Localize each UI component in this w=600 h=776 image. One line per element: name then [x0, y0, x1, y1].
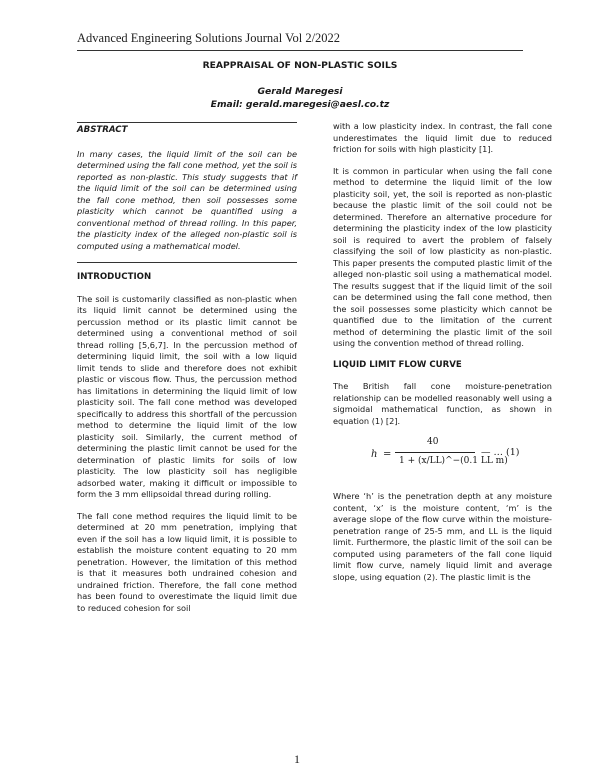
abstract-text: In many cases, the liquid limit of the soil can be determined using the fall cone method, yet the soil is reported as non-plastic. This study suggests that if the liquid limit of the soil can be determined using the fall cone method, then soil possesses some plasticity which cannot be quantified using a conventional method of thread rolling. In this paper, the plasticity index of the alleged non-plastic soil is computed using a mathematical model. — [77, 148, 297, 251]
introduction-paragraph-2-continued: with a low plasticity index. In contrast, the fall cone underestimates the liquid limit due to reduced friction for soils with high plasticity [1]. — [333, 121, 552, 154]
author-email: Email: gerald.maregesi@aesl.co.tz — [210, 99, 390, 110]
equation-lhs: h — [371, 449, 378, 460]
abstract-rule — [77, 262, 297, 263]
introduction-paragraph-3: It is common in particular when using the fall cone method to determine the liquid limit of the low plasticity soil, yet, the soil is reported as non-plastic because the plastic limit of the soil could not be determined. Therefore an alternative procedure for determining the plasticity index of the low plasticity soil is required to avert the problem of falsely classifying the soil of low plasticity as non-plastic. This paper presents the computed plastic limit of the alleged non-plastic soil using a mathematical model. The results suggest that if the liquid limit of the soil can be determined using the fall cone method, then the soil possesses some plasticity which cannot be quantified due to the limitation of the current method of determining the plastic limit of the soil using the convention method of thread rolling. — [333, 165, 552, 348]
abstract-heading: ABSTRACT — [77, 122, 297, 137]
introduction-heading: INTRODUCTION — [77, 272, 152, 282]
flow-curve-paragraph-2: Where ‘h’ is the penetration depth at any moisture content, ‘x’ is the moisture content, ‘m’ is the average slope of the flow curve within the moisture-penetration range of 25-5 mm, and LL is the liquid limit. Furthermore, the plastic limit of the soil can be computed using parameters of the fall cone liquid limit flow curve, namely liquid limit and average slope, using equation (2). The plastic limit is the — [333, 491, 552, 582]
page-number: 1 — [294, 752, 300, 766]
author-name: Gerald Maregesi — [257, 86, 343, 97]
equation-equals: = — [383, 449, 392, 460]
header-rule — [77, 50, 523, 51]
introduction-paragraph-1: The soil is customarily classified as non-plastic when its liquid limit cannot be determined using the percussion method or its plastic limit cannot be determined using a conventional method of soil thread rolling [5,6,7]. In the percussion method of determining liquid limit, the soil with a low liquid limit tends to slide and therefore does not exhibit plastic or viscous flow. Thus, the percussion method has limitations in determining the liquid limit of low plasticity soil. The fall cone method was developed specifically to address this shortfall of the percussion method to determine the liquid limit of the low plasticity soil. Similarly, the current method of determining the plastic limit cannot be used for the determination of plastic limits for soils of low plasticity. The low plasticity soil has negligible adsorbed water, making it difficult or impossible to form the 3 mm ellipsoidal thread during rolling. — [77, 293, 297, 499]
equation-numerator: 40 — [427, 437, 439, 447]
introduction-paragraph-2: The fall cone method requires the liquid limit to be determined at 20 mm penetration, implying that even if the soil has a low liquid limit, it is possible to establish the moisture content equating to 20 mm penetration. However, the limitation of this method is that it measures both undrained cohesion and undrained friction. Therefore, the fall cone method has been found to overestimate the liquid limit due to reduced cohesion for soil — [77, 510, 297, 613]
equation-fraction-bar — [395, 452, 475, 453]
paper-title: REAPPRAISAL OF NON-PLASTIC SOILS — [202, 60, 398, 71]
journal-header: Advanced Engineering Solutions Journal Vol 2/2022 — [77, 31, 341, 45]
equation-number: — … (1) — [481, 447, 520, 458]
left-column — [77, 122, 297, 624]
right-column — [333, 121, 552, 593]
equation-denominator: 1 + (x/LL)^−(0.1 LL m) — [399, 456, 508, 466]
flow-curve-paragraph-1: The British fall cone moisture-penetration relationship can be modelled reasonably well using a sigmoidal mathematical function, as shown in equation (1) [2]. — [333, 381, 552, 426]
flow-curve-heading: LIQUID LIMIT FLOW CURVE — [333, 359, 462, 370]
equation-1 — [333, 437, 552, 481]
